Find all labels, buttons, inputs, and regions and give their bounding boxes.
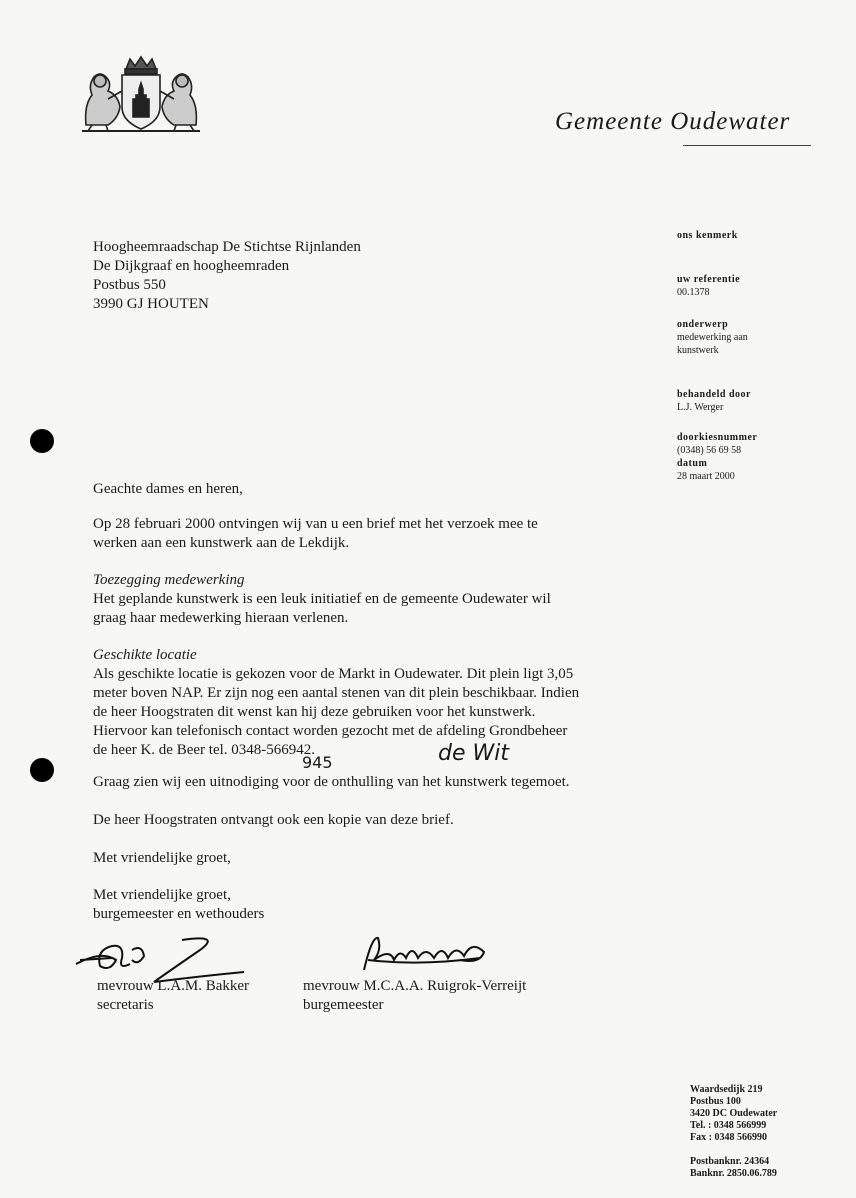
signatory-left <box>97 977 249 1015</box>
footer-street: Waardsedijk 219 <box>690 1084 763 1095</box>
onderwerp-label: onderwerp <box>677 319 729 330</box>
punch-hole <box>30 758 54 782</box>
behandeld-door-label: behandeld door <box>677 389 751 400</box>
section-line: de heer K. de Beer tel. 0348-566942. <box>93 742 316 758</box>
signatory-left-name: mevrouw L.A.M. Bakker <box>97 978 250 994</box>
copy-note: De heer Hoogstraten ontvangt ook een kopie van deze brief. <box>93 812 454 828</box>
behandeld-door-block <box>677 388 751 414</box>
ons-kenmerk-block <box>677 229 738 242</box>
doorkiesnummer-block <box>677 431 757 483</box>
doorkiesnummer-value: (0348) 56 69 58 <box>677 445 742 456</box>
municipality-name: Gemeente Oudewater <box>555 108 791 135</box>
datum-label: datum <box>677 458 708 469</box>
section-line: graag haar medewerking hieraan verlenen. <box>93 610 349 626</box>
doorkiesnummer-label: doorkiesnummer <box>677 432 758 443</box>
uw-referentie-value: 00.1378 <box>677 287 710 298</box>
signatory-right-name: mevrouw M.C.A.A. Ruigrok-Verreijt <box>303 978 527 994</box>
footer-address <box>690 1084 777 1180</box>
closing-line: burgemeester en wethouders <box>93 906 265 922</box>
footer-postbus: Postbus 100 <box>690 1096 741 1107</box>
signatory-right <box>303 977 526 1015</box>
coat-of-arms-icon <box>78 55 204 133</box>
closing-first: Met vriendelijke groet, <box>93 850 231 866</box>
section-line: meter boven NAP. Er zijn nog een aantal stenen van dit plein beschikbaar. Indien <box>93 685 580 701</box>
recipient-line: De Dijkgraaf en hoogheemraden <box>93 258 290 274</box>
recipient-line: 3990 GJ HOUTEN <box>93 296 209 312</box>
handwritten-name: de Wit <box>438 741 509 766</box>
datum-value: 28 maart 2000 <box>677 471 735 482</box>
behandeld-door-value: L.J. Werger <box>677 402 724 413</box>
footer-tel: Tel. : 0348 566999 <box>690 1120 767 1131</box>
footer-city: 3420 DC Oudewater <box>690 1108 778 1119</box>
invitation-paragraph: Graag zien wij een uitnodiging voor de onthulling van het kunstwerk tegemoet. <box>93 774 570 790</box>
signatory-left-title: secretaris <box>97 997 154 1013</box>
letterhead-divider <box>683 145 811 146</box>
recipient-address <box>93 238 361 314</box>
intro-line: Op 28 februari 2000 ontvingen wij van u een brief met het verzoek mee te <box>93 516 538 532</box>
intro-paragraph <box>93 515 538 553</box>
recipient-line: Postbus 550 <box>93 277 166 293</box>
ons-kenmerk-label: ons kenmerk <box>677 230 738 241</box>
onderwerp-value-line1: medewerking aan <box>677 332 748 343</box>
section-toezegging <box>93 571 551 628</box>
intro-line: werken aan een kunstwerk aan de Lekdijk. <box>93 535 350 551</box>
signatory-right-title: burgemeester <box>303 997 384 1013</box>
section-heading: Toezegging medewerking <box>93 572 245 588</box>
section-line: de heer Hoogstraten dit wenst kan hij deze gebruiken voor het kunstwerk. <box>93 704 536 720</box>
signature-ruigrok <box>360 930 492 974</box>
closing-line: Met vriendelijke groet, <box>93 887 231 903</box>
closing-block <box>93 886 264 924</box>
section-line: Als geschikte locatie is gekozen voor de Markt in Oudewater. Dit plein ligt 3,05 <box>93 666 574 682</box>
onderwerp-block <box>677 318 748 357</box>
onderwerp-value-line2: kunstwerk <box>677 345 719 356</box>
punch-hole <box>30 429 54 453</box>
footer-fax: Fax : 0348 566990 <box>690 1132 767 1143</box>
footer-postbank: Postbanknr. 24364 <box>690 1156 770 1167</box>
salutation: Geachte dames en heren, <box>93 481 243 497</box>
section-line: Het geplande kunstwerk is een leuk initiatief en de gemeente Oudewater wil <box>93 591 551 607</box>
uw-referentie-label: uw referentie <box>677 274 741 285</box>
footer-bank: Banknr. 2850.06.789 <box>690 1168 777 1179</box>
section-heading: Geschikte locatie <box>93 647 197 663</box>
section-line: Hiervoor kan telefonisch contact worden gezocht met de afdeling Grondbeheer <box>93 723 568 739</box>
uw-referentie-block <box>677 273 740 299</box>
recipient-line: Hoogheemraadschap De Stichtse Rijnlanden <box>93 239 361 255</box>
handwritten-number: 945 <box>302 753 333 772</box>
